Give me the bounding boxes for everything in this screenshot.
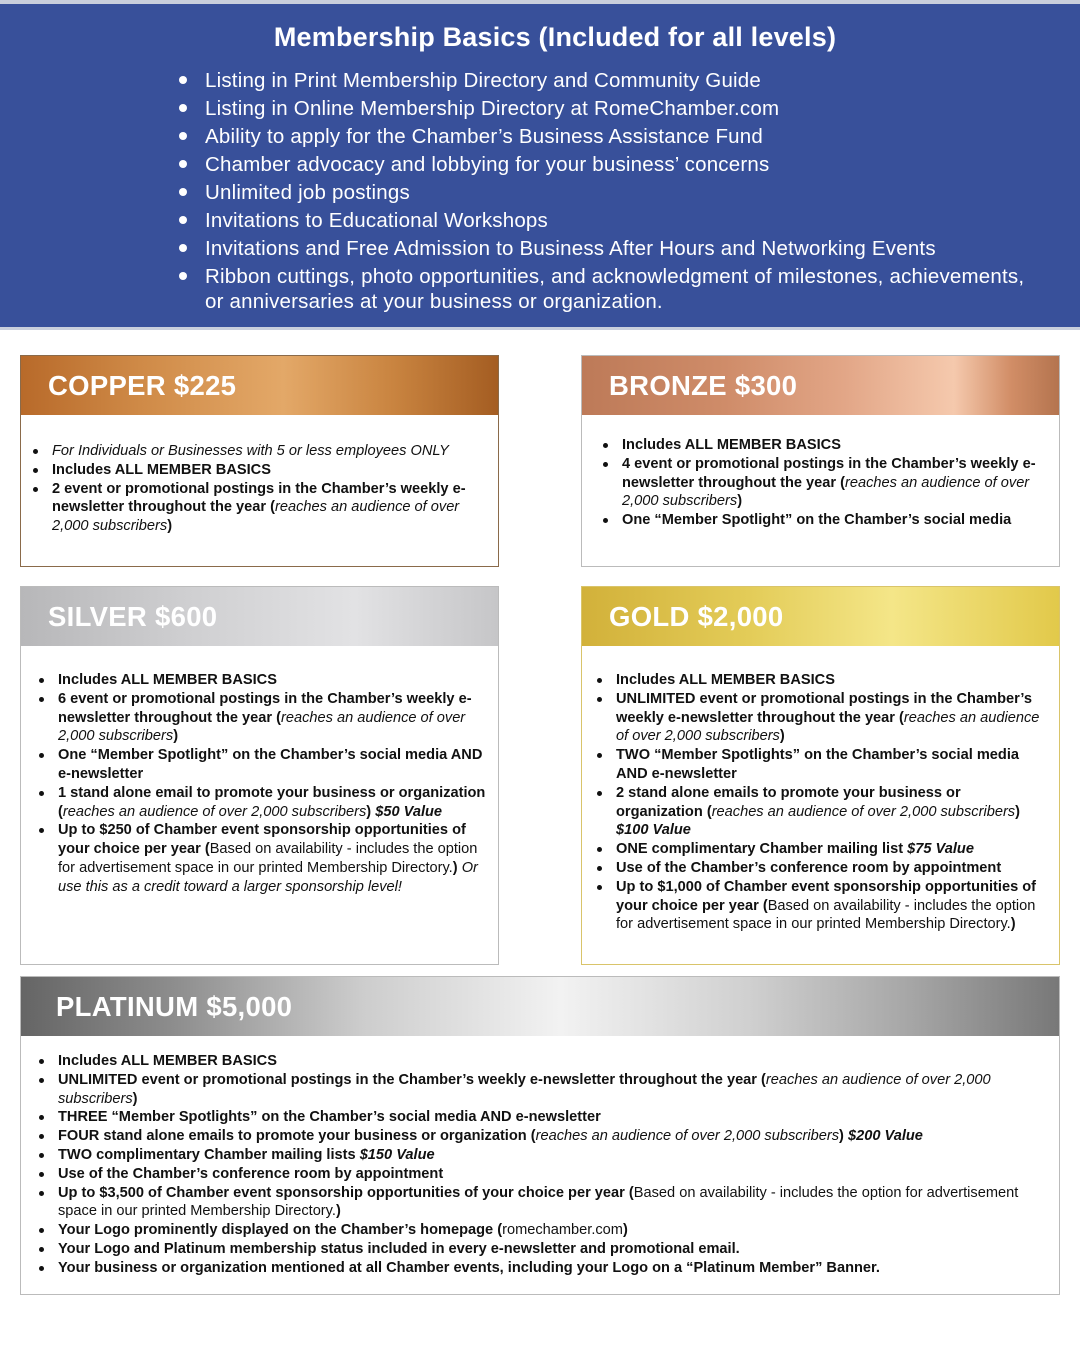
paren-close: ) <box>132 1090 138 1107</box>
paren-open: ( <box>702 803 712 820</box>
paren-close: ) <box>1010 916 1016 933</box>
audience-note: reaches an audience of over 2,000 subscribers <box>52 499 460 535</box>
benefit-text: 6 event or promotional postings in the Chamber’s weekly e-newsletter throughout the year <box>58 690 472 726</box>
value-tag: $75 Value <box>907 841 974 858</box>
list-item <box>32 1127 1042 1146</box>
list-item: Use of the Chamber’s conference room by appointment <box>590 859 1048 878</box>
benefit-text: FOUR stand alone emails to promote your business or organization <box>58 1128 527 1145</box>
availability-note: Based on availability - includes the option for advertisement space in our printed Membership Directory. <box>58 841 478 876</box>
paren-close: ) <box>167 518 173 535</box>
membership-basics-panel <box>0 0 1080 327</box>
list-item <box>590 840 1048 859</box>
copper-tier-card <box>20 355 499 567</box>
value-tag: $50 Value <box>375 803 443 820</box>
paren-open: ( <box>200 841 210 858</box>
list-item: One “Member Spotlight” on the Chamber’s social media <box>596 511 1036 530</box>
value-tag: $200 Value <box>847 1128 923 1145</box>
list-item: Your Logo and Platinum membership status included in every e-newsletter and promotional email. <box>32 1240 1042 1259</box>
divider <box>0 327 1080 330</box>
paren-close: ) <box>839 1128 844 1145</box>
list-item: Your business or organization mentioned at all Chamber events, including your Logo on a “Platinum Member” Banner. <box>32 1259 1042 1278</box>
copper-tier-title: COPPER $225 <box>21 356 498 415</box>
paren-open: ( <box>836 474 845 491</box>
audience-note: reaches an audience of over 2,000 subscribers <box>535 1128 840 1145</box>
basics-title: Membership Basics (Included for all levels) <box>273 22 837 52</box>
silver-tier-title: SILVER $600 <box>21 587 498 646</box>
list-item: Listing in Print Membership Directory and Community Guide <box>178 68 1028 93</box>
paren-close: ) <box>737 493 743 510</box>
platinum-tier-card <box>20 976 1060 1295</box>
audience-note: reaches an audience of over 2,000 subscribers <box>58 709 466 745</box>
list-item: Unlimited job postings <box>178 180 1028 205</box>
paren-close: ) <box>779 728 785 745</box>
list-item <box>32 784 487 822</box>
benefit-text: 4 event or promotional postings in the Chamber’s weekly e-newsletter throughout the year <box>622 455 1036 491</box>
list-item: For Individuals or Businesses with 5 or less employees ONLY <box>26 442 491 461</box>
list-item <box>32 821 487 896</box>
paren-open: ( <box>758 897 768 914</box>
list-item <box>590 784 1048 840</box>
silver-tier-card <box>20 586 499 965</box>
list-item: Includes ALL MEMBER BASICS <box>590 671 1048 690</box>
benefit-text: Your Logo prominently displayed on the Chamber’s homepage <box>58 1222 494 1239</box>
bronze-tier-title: BRONZE $300 <box>582 356 1059 415</box>
list-item: Invitations and Free Admission to Business After Hours and Networking Events <box>178 236 1028 261</box>
paren-close: ) <box>173 728 179 745</box>
list-item: One “Member Spotlight” on the Chamber’s social media AND e-newsletter <box>32 746 487 784</box>
benefit-text: 2 stand alone emails to promote your business or organization <box>616 784 961 820</box>
audience-note: reaches an audience of over 2,000 subscribers <box>58 1071 991 1107</box>
list-item: Use of the Chamber’s conference room by appointment <box>32 1165 1042 1184</box>
paren-open: ( <box>624 1184 634 1201</box>
list-item: Invitations to Educational Workshops <box>178 208 1028 233</box>
list-item <box>596 455 1036 511</box>
list-item <box>32 1184 1042 1222</box>
copper-benefits-list <box>26 442 491 536</box>
benefit-text: ONE complimentary Chamber mailing list <box>616 841 904 858</box>
list-item: THREE “Member Spotlights” on the Chamber’s social media AND e-newsletter <box>32 1108 1042 1127</box>
benefit-text: 1 stand alone email to promote your business or organization <box>58 784 486 801</box>
paren-open: ( <box>266 499 275 516</box>
benefit-text: UNLIMITED event or promotional postings in the Chamber’s weekly e-newsletter throughout the year <box>616 690 1032 726</box>
paren-close: ) <box>622 1222 628 1239</box>
benefit-text: Up to $3,500 of Chamber event sponsorship opportunities of your choice per year <box>58 1184 625 1201</box>
list-item: Ribbon cuttings, photo opportunities, and acknowledgment of milestones, achievements, or anniversaries at your business or organization. <box>178 264 1028 314</box>
basics-list <box>178 68 1028 317</box>
value-tag: $100 Value <box>616 822 691 839</box>
paren-open: ( <box>894 709 904 726</box>
list-item: Chamber advocacy and lobbying for your business’ concerns <box>178 152 1028 177</box>
list-item: Listing in Online Membership Directory at RomeChamber.com <box>178 96 1028 121</box>
list-item <box>26 480 491 536</box>
paren-close: ) <box>1015 803 1020 820</box>
list-item <box>32 690 487 746</box>
list-item <box>32 1071 1042 1109</box>
audience-note: reaches an audience of over 2,000 subscribers <box>616 709 1040 745</box>
bronze-benefits-list <box>596 436 1036 530</box>
list-item <box>32 1221 1042 1240</box>
benefit-text: UNLIMITED event or promotional postings in the Chamber’s weekly e-newsletter throughout the year <box>58 1071 757 1088</box>
gold-benefits-list <box>590 671 1048 934</box>
list-item <box>590 878 1048 934</box>
paren-open: ( <box>526 1128 536 1145</box>
paren-open: ( <box>493 1222 503 1239</box>
benefit-text: Up to $1,000 of Chamber event sponsorship opportunities of your choice per year <box>616 878 1037 914</box>
list-item <box>590 690 1048 746</box>
list-item: Includes ALL MEMBER BASICS <box>32 1052 1042 1071</box>
list-item: Ability to apply for the Chamber’s Business Assistance Fund <box>178 124 1028 149</box>
paren-open: ( <box>272 709 281 726</box>
list-item: Includes ALL MEMBER BASICS <box>32 671 487 690</box>
platinum-tier-title: PLATINUM $5,000 <box>21 977 1059 1036</box>
availability-note: Based on availability - includes the option for advertisement space in our printed Membership Directory. <box>58 1184 1019 1220</box>
paren-close: ) <box>366 803 372 820</box>
benefit-text: 2 event or promotional postings in the Chamber’s weekly e-newsletter throughout the year <box>52 480 466 516</box>
list-item: TWO “Member Spotlights” on the Chamber’s social media AND e-newsletter <box>590 746 1048 784</box>
gold-tier-card <box>581 586 1060 965</box>
paren-close: ) <box>335 1203 341 1220</box>
availability-note: Based on availability - includes the option for advertisement space in our printed Membership Directory. <box>616 897 1036 933</box>
platinum-benefits-list <box>32 1052 1042 1278</box>
paren-close: ) <box>452 859 458 876</box>
silver-benefits-list <box>32 671 487 897</box>
audience-note: reaches an audience of over 2,000 subscribers <box>62 803 367 820</box>
audience-note: reaches an audience of over 2,000 subscribers <box>622 474 1030 510</box>
paren-open: ( <box>756 1071 766 1088</box>
list-item <box>32 1146 1042 1165</box>
homepage-url: romechamber.com <box>502 1222 623 1239</box>
value-tag: $150 Value <box>359 1146 435 1163</box>
audience-note: reaches an audience of over 2,000 subscribers <box>711 803 1016 820</box>
credit-note: Or use this as a credit toward a larger sponsorship level! <box>58 859 478 895</box>
paren-open: ( <box>58 803 63 820</box>
benefit-text: TWO complimentary Chamber mailing lists <box>58 1146 356 1163</box>
list-item: Includes ALL MEMBER BASICS <box>26 461 491 480</box>
bronze-tier-card <box>581 355 1060 567</box>
list-item: Includes ALL MEMBER BASICS <box>596 436 1036 455</box>
gold-tier-title: GOLD $2,000 <box>582 587 1059 646</box>
benefit-text: Up to $250 of Chamber event sponsorship opportunities of your choice per year <box>58 822 466 858</box>
